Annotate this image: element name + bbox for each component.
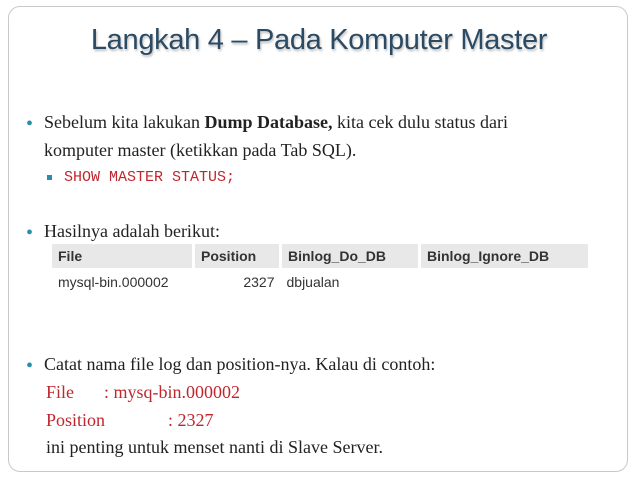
bullet-marker: • [26,355,34,377]
file-label: File [46,382,75,402]
cell-binlog-ignore-db [420,268,589,296]
sub-bullet-marker [47,175,52,180]
cell-binlog-do-db: dbjualan [281,268,420,296]
table-row [52,268,588,296]
column-header-binlog-do-db: Binlog_Do_DB [281,244,420,268]
position-label: Position [46,410,106,430]
file-value: : mysq-bin.000002 [104,382,241,402]
master-status-table [52,244,588,296]
closing-line: ini penting untuk menset nanti di Slave Server. [46,437,383,457]
bullet-marker: • [26,222,34,244]
bullet-1-post: kita cek dulu status dari [332,112,508,132]
bullet-1-line2: komputer master (ketikkan pada Tab SQL). [44,140,357,160]
cell-file: mysql-bin.000002 [52,268,194,296]
bullet-1-pre: Sebelum kita lakukan [44,112,205,132]
bullet-marker: • [26,113,34,135]
position-value: : 2327 [168,410,214,430]
slide-title: Langkah 4 – Pada Komputer Master [90,24,548,56]
bullet-3-text: Catat nama file log dan position-nya. Kalau di contoh: [44,354,436,374]
table-header-row [52,244,588,268]
column-header-binlog-ignore-db: Binlog_Ignore_DB [420,244,589,268]
cell-position: 2327 [194,268,281,296]
bullet-1-bold: Dump Database, [204,112,333,132]
sql-command: SHOW MASTER STATUS; [64,169,236,186]
column-header-position: Position [194,244,281,268]
column-header-file: File [52,244,194,268]
bullet-1-text [44,112,508,133]
bullet-2-text: Hasilnya adalah berikut: [44,221,220,241]
